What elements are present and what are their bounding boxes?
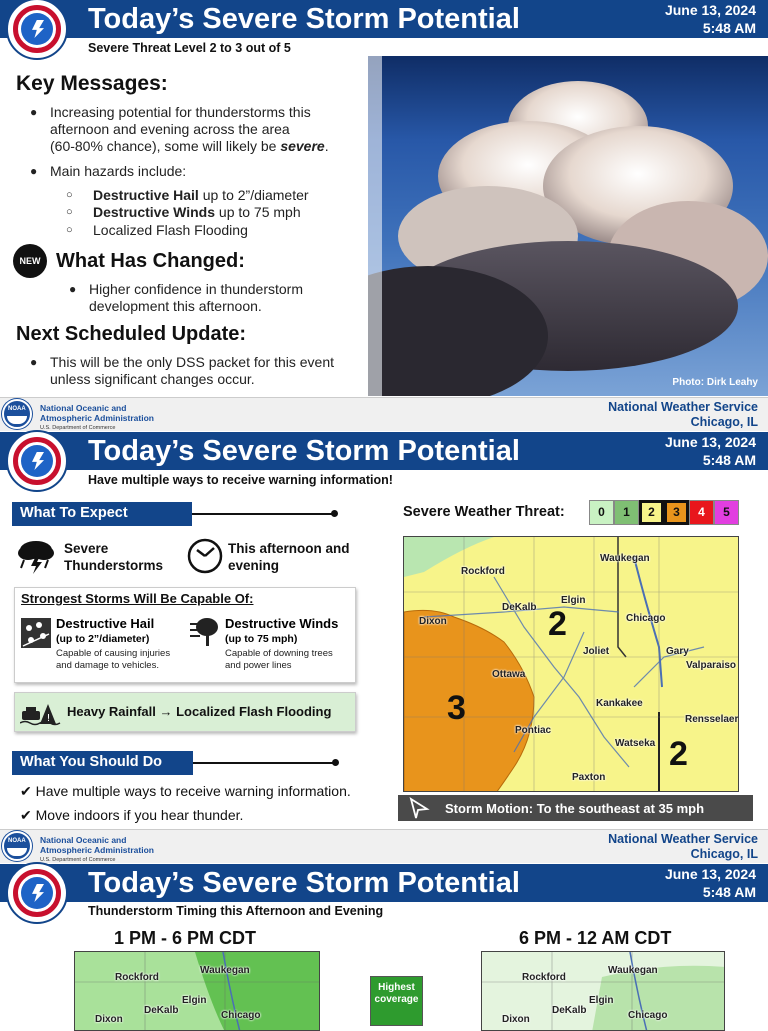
city-elgin: Elgin xyxy=(182,995,207,1006)
hail-icon xyxy=(21,618,51,648)
hazard-wind: ○ Destructive Winds up to 75 mph xyxy=(66,204,301,220)
city-paxton: Paxton xyxy=(572,772,606,783)
wind-description: Capable of downing trees and power lines xyxy=(225,648,333,671)
heavy-rainfall-box xyxy=(14,692,356,732)
storm-motion-bar xyxy=(398,795,753,821)
what-you-should-do-title: What You Should Do xyxy=(12,751,193,775)
city-pontiac: Pontiac xyxy=(515,725,552,736)
city-dixon: Dixon xyxy=(95,1014,123,1025)
hazard-flood: ○ Localized Flash Flooding xyxy=(66,222,248,238)
changed-title: What Has Changed: xyxy=(56,250,245,272)
footer-2 xyxy=(0,829,768,863)
nws-logo-icon xyxy=(6,430,68,492)
city-watseka: Watseka xyxy=(615,738,656,749)
threat-map xyxy=(403,536,739,792)
city-ottawa: Ottawa xyxy=(492,669,526,680)
city-dixon: Dixon xyxy=(502,1014,530,1025)
city-chicago: Chicago xyxy=(628,1010,668,1021)
slide3-title: Today’s Severe Storm Potential xyxy=(88,867,520,899)
timing-map-2 xyxy=(481,951,725,1031)
city-waukegan: Waukegan xyxy=(608,965,658,976)
action-2: ✔ Move indoors if you hear thunder. xyxy=(20,807,244,823)
map-level-west: 3 xyxy=(447,689,466,727)
capabilities-box xyxy=(14,587,356,683)
city-dixon: Dixon xyxy=(419,616,447,627)
slide3-header xyxy=(0,864,768,902)
severe-thunderstorms-label: Severe Thunderstorms xyxy=(64,541,164,573)
hail-title: Destructive Hail xyxy=(56,616,155,631)
heavy-rainfall-label: Heavy Rainfall → Localized Flash Flooding xyxy=(67,704,332,719)
city-chicago: Chicago xyxy=(221,1010,261,1021)
city-chicago: Chicago xyxy=(626,613,666,624)
thunderstorm-icon xyxy=(16,538,58,574)
clock-icon xyxy=(186,538,224,574)
noaa-logo-icon: NOAA xyxy=(2,399,32,429)
city-joliet: Joliet xyxy=(583,646,610,657)
slide1-date: June 13, 2024 5:48 AM xyxy=(664,2,756,36)
noaa-org-name: National Oceanic and Atmospheric Administration U.S. Department of Commerce xyxy=(40,835,154,863)
new-badge: NEW xyxy=(13,244,47,278)
slide1-subtitle: Severe Threat Level 2 to 3 out of 5 xyxy=(88,41,291,55)
panel-2-title: 6 PM - 12 AM CDT xyxy=(519,928,672,948)
slide2-title: Today’s Severe Storm Potential xyxy=(88,435,520,467)
timing-map-1 xyxy=(74,951,320,1031)
slide1-header xyxy=(0,0,768,38)
wind-tree-icon xyxy=(189,616,221,648)
threat-level-5: 5 xyxy=(714,500,739,525)
bullet-2: ● Main hazards include: xyxy=(30,163,187,179)
storm-motion-arrow-icon xyxy=(407,797,431,819)
nws-office: National Weather Service Chicago, IL xyxy=(608,400,758,429)
map-level-southeast: 2 xyxy=(669,735,688,773)
city-valparaiso: Valparaiso xyxy=(686,660,737,671)
hail-size: (up to 2”/diameter) xyxy=(56,633,150,645)
threat-level-1: 1 xyxy=(614,500,639,525)
threat-level-0: 0 xyxy=(589,500,614,525)
city-gary: Gary xyxy=(666,646,689,657)
city-rockford: Rockford xyxy=(461,566,505,577)
flood-car-icon xyxy=(20,702,66,726)
city-dekalb: DeKalb xyxy=(144,1005,179,1016)
storm-motion-text: Storm Motion: To the southeast at 35 mph xyxy=(445,801,705,816)
threat-level-2: 2 xyxy=(639,500,664,525)
next-update-title: Next Scheduled Update: xyxy=(16,323,247,345)
key-messages-title: Key Messages: xyxy=(16,72,168,95)
cumulonimbus-cloud-image xyxy=(368,56,768,396)
city-waukegan: Waukegan xyxy=(600,553,650,564)
nws-logo-icon xyxy=(6,862,68,924)
city-kankakee: Kankakee xyxy=(596,698,643,709)
city-elgin: Elgin xyxy=(589,995,614,1006)
coverage-legend: Highest coverage xyxy=(370,976,423,1026)
next-update-bullet: ● This will be the only DSS packet for this event unless significant changes occur. xyxy=(30,354,335,387)
footer-1 xyxy=(0,397,768,431)
noaa-logo-icon: NOAA xyxy=(2,831,32,861)
threat-level-4: 4 xyxy=(689,500,714,525)
slide3-subtitle: Thunderstorm Timing this Afternoon and Evening xyxy=(88,904,384,918)
hail-description: Capable of causing injuries and damage to vehicles. xyxy=(56,648,171,671)
wind-speed: (up to 75 mph) xyxy=(225,633,298,645)
threat-level-3: 3 xyxy=(664,500,689,525)
slide1-title: Today’s Severe Storm Potential xyxy=(88,3,520,35)
timing-label: This afternoon and evening xyxy=(228,541,350,573)
slide2-header xyxy=(0,432,768,470)
what-to-expect-title: What To Expect xyxy=(12,502,192,526)
storm-photo xyxy=(368,56,768,396)
city-rockford: Rockford xyxy=(115,972,159,983)
slide2-date: June 13, 2024 5:48 AM xyxy=(664,434,756,468)
threat-scale-label: Severe Weather Threat: xyxy=(403,504,565,520)
bullet-1: ● Increasing potential for thunderstorms this afternoon and evening across the area (60-80% chance), some will likely be severe. xyxy=(30,104,329,154)
changed-bullet: ● Higher confidence in thunderstorm development this afternoon. xyxy=(69,281,304,314)
capabilities-title: Strongest Storms Will Be Capable Of: xyxy=(21,591,254,606)
nws-office: National Weather Service Chicago, IL xyxy=(608,832,758,861)
svg-text:!: ! xyxy=(46,713,51,724)
nws-logo-icon xyxy=(6,0,68,60)
city-elgin: Elgin xyxy=(561,595,586,606)
city-dekalb: DeKalb xyxy=(552,1005,587,1016)
wind-title: Destructive Winds xyxy=(225,616,339,631)
photo-credit: Photo: Dirk Leahy xyxy=(672,377,758,388)
map-level-north: 2 xyxy=(548,605,567,643)
city-waukegan: Waukegan xyxy=(200,965,250,976)
noaa-org-name: National Oceanic and Atmospheric Administration U.S. Department of Commerce xyxy=(40,403,154,431)
city-rensselaer: Rensselaer xyxy=(685,714,739,725)
city-rockford: Rockford xyxy=(522,972,566,983)
action-1: ✔ Have multiple ways to receive warning information. xyxy=(20,783,351,799)
panel-1-title: 1 PM - 6 PM CDT xyxy=(114,928,257,948)
hazard-hail: ○ Destructive Hail up to 2”/diameter xyxy=(66,187,309,203)
slide3-date: June 13, 2024 5:48 AM xyxy=(664,866,756,900)
city-dekalb: DeKalb xyxy=(502,602,537,613)
slide2-subtitle: Have multiple ways to receive warning information! xyxy=(88,473,393,487)
